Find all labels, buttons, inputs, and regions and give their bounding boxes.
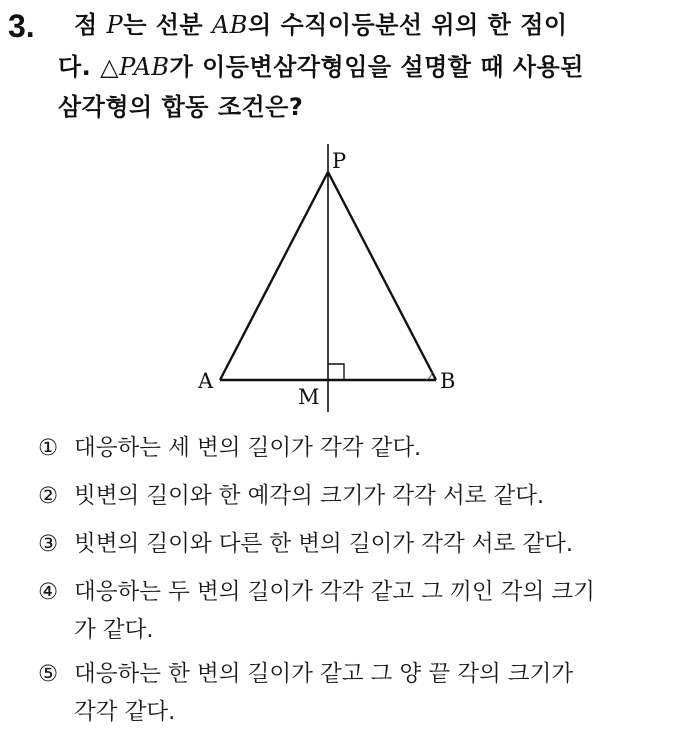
choice-4-continuation: 가 같다. — [74, 617, 154, 643]
side-pb — [328, 172, 436, 380]
choice-5-continuation: 각각 같다. — [74, 699, 176, 725]
choice-2[interactable] — [38, 478, 544, 514]
angle-mark-b — [426, 372, 432, 380]
math-segment-ab: AB — [211, 11, 248, 39]
question-text: 다. △ — [58, 53, 120, 81]
question-text: 의 수직이등분선 위의 한 점이 — [247, 11, 568, 39]
choice-number: ② — [38, 483, 59, 509]
question-line-1 — [74, 8, 568, 42]
choice-4[interactable] — [38, 574, 595, 610]
choice-number: ① — [38, 435, 59, 461]
question-text: 점 — [74, 11, 107, 39]
choice-number: ⑤ — [38, 661, 59, 687]
right-angle-mark — [328, 364, 344, 380]
choice-number: ④ — [38, 579, 59, 605]
label-b: B — [440, 369, 456, 393]
label-p: P — [332, 149, 347, 173]
choice-text: 대응하는 한 변의 길이가 같고 그 양 끝 각의 크기가 — [74, 661, 574, 687]
choice-5[interactable] — [38, 656, 573, 692]
label-m: M — [298, 385, 320, 409]
question-text: 는 선분 — [123, 11, 212, 39]
side-pa — [220, 172, 328, 380]
choice-text: 대응하는 세 변의 길이가 각각 같다. — [74, 435, 422, 461]
question-line-2 — [58, 50, 584, 84]
choice-3[interactable] — [38, 526, 573, 562]
question-line-3: 삼각형의 합동 조건은? — [58, 93, 304, 121]
math-triangle-pab: PAB — [119, 53, 170, 81]
question-number: 3. — [8, 8, 35, 44]
triangle-diagram — [180, 136, 480, 422]
choice-text: 빗변의 길이와 다른 한 변의 길이가 각각 서로 같다. — [74, 531, 574, 557]
choice-1[interactable] — [38, 430, 421, 466]
question-text: 가 이등변삼각형임을 설명할 때 사용된 — [169, 53, 584, 81]
choice-number: ③ — [38, 531, 59, 557]
triangle-figure — [180, 136, 480, 422]
choice-text: 대응하는 두 변의 길이가 각각 같고 그 끼인 각의 크기 — [74, 579, 595, 605]
label-a: A — [198, 369, 214, 393]
choice-text: 빗변의 길이와 한 예각의 크기가 각각 서로 같다. — [74, 483, 545, 509]
math-point-p: P — [106, 11, 124, 39]
